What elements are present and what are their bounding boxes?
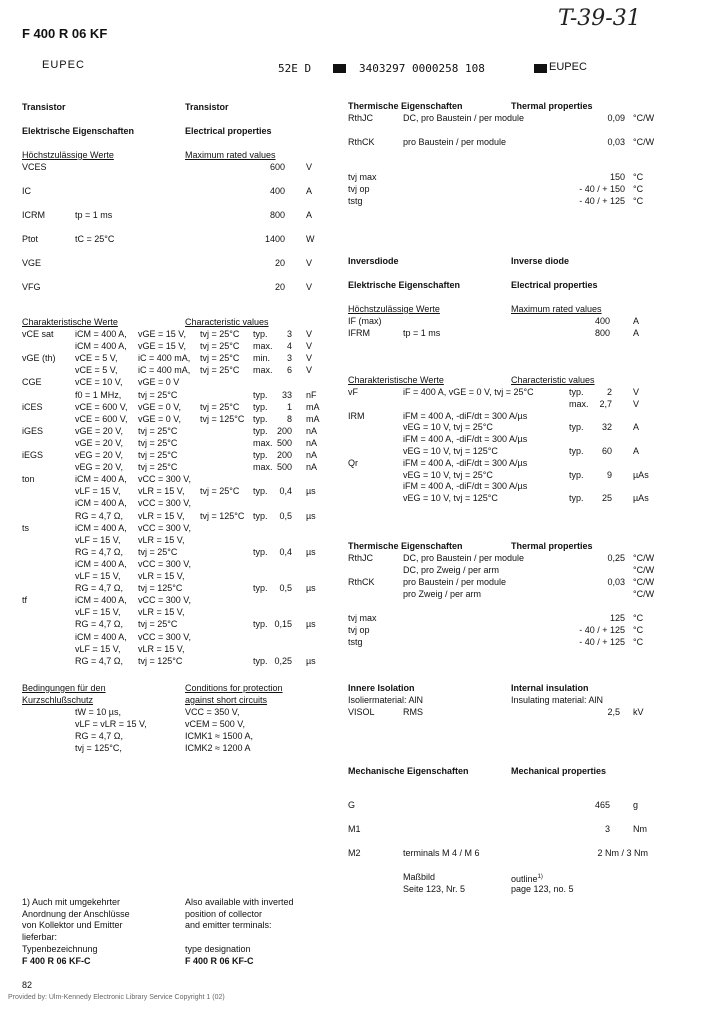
char-value: 0,5	[279, 510, 292, 521]
char-condition-3: tvj = 125°C	[200, 413, 245, 424]
therm2-value: - 40 / + 125	[579, 637, 625, 647]
dmax-value: 400	[594, 316, 610, 326]
char-condition-2: vGE = 15 V,	[138, 329, 186, 339]
dchar-qualifier: typ.	[569, 446, 584, 456]
char-condition-1: RG = 4,7 Ω,	[75, 583, 123, 594]
char-condition-1: iCM = 400 A,	[75, 498, 127, 509]
char-condition-2: tvj = 125°C	[138, 583, 183, 594]
char-value: 6	[286, 365, 292, 376]
max-value: 1400	[264, 234, 285, 244]
char-value: 0,4	[279, 486, 292, 497]
char-condition-2: vGE = 0 V,	[138, 413, 181, 424]
char-condition-1: vLF = 15 V,	[75, 571, 121, 581]
therm1-unit: °C	[633, 196, 644, 206]
char-condition-3: tvj = 125°C	[200, 510, 245, 521]
char-qualifier: max.	[253, 365, 273, 376]
dchar-unit: V	[633, 398, 640, 409]
char-condition-2: tvj = 25°C	[138, 619, 178, 630]
char-condition-1: iCM = 400 A,	[75, 595, 127, 606]
dchar-symbol: vF	[348, 387, 358, 397]
mech-unit: Nm	[633, 824, 647, 834]
therm1-symbol: RthJC	[348, 113, 374, 123]
dchar-value: 25	[601, 493, 612, 504]
elec-heading-de: Elektrische Eigenschaften	[22, 126, 135, 136]
dchar-condition: iFM = 400 A, -diF/dt = 300 A/µs	[403, 410, 528, 421]
char-condition-2: tvj = 25°C	[138, 462, 178, 473]
part-number: F 400 R 06 KF	[22, 26, 108, 41]
mech-value: 2 Nm / 3 Nm	[597, 848, 648, 858]
max-symbol: VCES	[22, 162, 47, 172]
therm1-desc: pro Baustein / per module	[403, 137, 507, 147]
char-qualifier: min.	[253, 353, 271, 364]
char-condition-2: vCC = 300 V,	[138, 474, 191, 485]
short-heading-de-1: Bedingungen für den	[22, 683, 106, 693]
dmax-value: 800	[594, 328, 610, 338]
char-symbol: tf	[22, 595, 28, 606]
dchar-unit: µAs	[633, 469, 649, 480]
brand-logo-text: EUPEC	[42, 59, 85, 71]
char-qualifier: typ.	[253, 583, 268, 594]
char-condition-1: RG = 4,7 Ω,	[75, 510, 123, 521]
char-value: 0,25	[274, 655, 292, 666]
char-qualifier: typ.	[253, 546, 268, 557]
outline-de-2: Seite 123, Nr. 5	[403, 884, 466, 894]
dchar-symbol: Qr	[348, 457, 358, 468]
char-unit: V	[306, 365, 313, 376]
therm2-unit: °C/W	[633, 553, 655, 563]
char-condition-1: vCE = 5 V,	[75, 365, 118, 376]
char-value: 200	[276, 425, 292, 436]
diode-title-en: Inverse diode	[511, 256, 570, 266]
dmax-unit: A	[633, 316, 640, 326]
char-condition-1: iCM = 400 A,	[75, 474, 127, 485]
dchar-condition: iFM = 400 A, -diF/dt = 300 A/µs	[403, 434, 528, 445]
char-unit: µs	[306, 486, 316, 497]
char-unit: nA	[306, 425, 318, 436]
therm2-value: - 40 / + 125	[579, 625, 625, 635]
char-qualifier: typ.	[253, 655, 268, 666]
footer-copyright: Provided by: Ulm-Kennedy Electronic Library Service Copyright 1 (02)	[8, 994, 225, 1001]
header-code-left: 52E D	[278, 62, 312, 75]
char-qualifier: typ.	[253, 329, 268, 339]
iso-heading-en: Internal insulation	[511, 683, 589, 693]
char-value: 4	[286, 341, 292, 352]
char-unit: mA	[306, 413, 320, 424]
therm1-unit: °C/W	[633, 137, 655, 147]
max-unit: V	[306, 282, 313, 292]
max-unit: A	[306, 210, 313, 220]
char-qualifier: typ.	[253, 413, 268, 424]
therm2-symbol: tvj max	[348, 613, 377, 623]
max-unit: A	[306, 186, 313, 196]
therm1-unit: °C	[633, 184, 644, 194]
char-condition-2: vLR = 15 V,	[138, 534, 185, 545]
dchar-unit: µAs	[633, 493, 649, 504]
footnote-en-line: F 400 R 06 KF-C	[185, 955, 254, 966]
char-condition-1: vCE = 10 V,	[75, 377, 123, 388]
char-condition-2: vCC = 300 V,	[138, 631, 191, 642]
char-qualifier: typ.	[253, 401, 268, 412]
char-condition-2: vCC = 300 V,	[138, 558, 191, 569]
short-left-item: RG = 4,7 Ω,	[75, 731, 123, 741]
char-condition-1: vCE = 600 V,	[75, 413, 128, 424]
max-value: 400	[269, 186, 285, 196]
dchar-value: 2,7	[599, 398, 612, 409]
max-condition: tp = 1 ms	[75, 210, 113, 220]
max-symbol: VGE	[22, 258, 42, 268]
mech-symbol: M1	[348, 824, 361, 834]
footnote-de-line: 1) Auch mit umgekehrter	[22, 897, 121, 907]
char-condition-1: iCM = 400 A,	[75, 341, 127, 352]
char-condition-1: vCE = 5 V,	[75, 353, 118, 364]
transistor-title-de: Transistor	[22, 102, 66, 112]
therm2-heading-de: Thermische Eigenschaften	[348, 541, 463, 551]
mech-heading-de: Mechanische Eigenschaften	[348, 766, 469, 776]
char-symbol: vGE (th)	[22, 353, 56, 364]
char-condition-3: tvj = 25°C	[200, 353, 240, 364]
therm2-symbol: RthCK	[348, 577, 375, 587]
dchar-value: 32	[601, 422, 612, 433]
dchar-qualifier: max.	[569, 398, 589, 409]
char-unit: µs	[306, 510, 316, 521]
char-qualifier: max.	[253, 437, 273, 448]
therm2-value: 125	[609, 613, 625, 623]
mech-unit: g	[633, 800, 639, 810]
char-symbol: ton	[22, 474, 35, 485]
short-heading-en-2: against short circuits	[185, 695, 268, 705]
therm2-unit: °C	[633, 625, 644, 635]
dchar-condition: iFM = 400 A, -diF/dt = 300 A/µs	[403, 457, 528, 468]
therm2-unit: °C/W	[633, 589, 655, 599]
char-condition-1: vLF = 15 V,	[75, 486, 121, 497]
short-right-item: ICMK1 ≈ 1500 A,	[185, 731, 253, 741]
dchar-condition: vEG = 10 V, tvj = 25°C	[403, 422, 493, 433]
char-condition-1: vCE = 600 V,	[75, 401, 128, 412]
char-condition-2: tvj = 25°C	[138, 546, 178, 557]
char-qualifier: max.	[253, 462, 273, 473]
diode-elec-en: Electrical properties	[511, 280, 598, 290]
char-condition-1: f0 = 1 MHz,	[75, 389, 122, 400]
dchar-qualifier: typ.	[569, 493, 584, 504]
diode-title-de: Inversdiode	[348, 256, 399, 266]
char-unit: µs	[306, 583, 316, 594]
iso-material-en: Insulating material: AlN	[511, 695, 604, 705]
header-brand-right: EUPEC	[549, 61, 587, 73]
short-right-item: VCC = 350 V,	[185, 707, 240, 717]
char-condition-2: vGE = 15 V,	[138, 341, 186, 352]
dmax-unit: A	[633, 328, 640, 338]
char-unit: nA	[306, 437, 318, 448]
footnote-de-line: Anordnung der Anschlüsse	[22, 908, 130, 919]
therm1-symbol: tstg	[348, 196, 363, 206]
iso-value: 2,5	[607, 707, 620, 717]
char-condition-3: tvj = 25°C	[200, 486, 240, 497]
char-unit: V	[306, 341, 313, 352]
char-condition-1: iCM = 400 A,	[75, 522, 127, 533]
mech-value: 465	[594, 800, 610, 810]
therm2-unit: °C/W	[633, 565, 655, 575]
char-condition-2: vLR = 15 V,	[138, 486, 185, 497]
header-block-1	[333, 63, 346, 74]
short-right-item: ICMK2 ≈ 1200 A	[185, 743, 251, 753]
char-symbol: ts	[22, 522, 30, 533]
char-symbol: vCE sat	[22, 329, 54, 339]
therm2-unit: °C/W	[633, 577, 655, 587]
outline-de-1: Maßbild	[403, 872, 436, 882]
footnote-en-line: position of collector	[185, 908, 263, 919]
handwritten-annotation: T-39-31	[558, 6, 641, 31]
char-condition-1: vLF = 15 V,	[75, 643, 121, 654]
char-value: 500	[276, 462, 292, 473]
max-condition: tC = 25°C	[75, 234, 115, 244]
max-heading-en: Maximum rated values	[185, 150, 276, 160]
char-unit: µs	[306, 655, 316, 666]
footnote-de-line: F 400 R 06 KF-C	[22, 955, 91, 966]
therm2-desc: DC, pro Baustein / per module	[403, 553, 525, 563]
char-condition-2: vCC = 300 V,	[138, 595, 191, 606]
therm1-symbol: tvj op	[348, 184, 370, 194]
char-condition-2: tvj = 25°C	[138, 450, 178, 460]
char-condition-1: RG = 4,7 Ω,	[75, 619, 123, 630]
char-qualifier: typ.	[253, 425, 268, 436]
therm2-unit: °C	[633, 637, 644, 647]
char-unit: nA	[306, 462, 318, 473]
therm1-desc: DC, pro Baustein / per module	[403, 113, 525, 123]
char-condition-2: vGE = 0 V,	[138, 401, 181, 412]
char-condition-2: tvj = 125°C	[138, 655, 183, 666]
char-condition-2: tvj = 25°C	[138, 425, 178, 436]
char-condition-1: vEG = 20 V,	[75, 450, 123, 460]
char-value: 500	[276, 437, 292, 448]
therm2-value: 0,25	[607, 553, 625, 563]
char-condition-1: vLF = 15 V,	[75, 534, 121, 545]
therm2-desc: pro Zweig / per arm	[403, 589, 482, 599]
mech-symbol: G	[348, 800, 356, 810]
char-value: 200	[276, 450, 292, 460]
dchar-qualifier: typ.	[569, 469, 584, 480]
char-symbol: iCES	[22, 401, 43, 412]
max-unit: V	[306, 258, 313, 268]
therm2-unit: °C	[633, 613, 644, 623]
iso-unit: kV	[633, 707, 644, 717]
char-condition-2: vLR = 15 V,	[138, 607, 185, 618]
therm1-value: 0,09	[607, 113, 625, 123]
char-condition-1: RG = 4,7 Ω,	[75, 655, 123, 666]
dchar-symbol: IRM	[348, 410, 365, 421]
mech-symbol: M2	[348, 848, 361, 858]
max-symbol: ICRM	[22, 210, 45, 220]
char-value: 8	[286, 413, 292, 424]
dchar-unit: A	[633, 422, 640, 433]
max-heading-de: Höchstzulässige Werte	[22, 150, 114, 160]
diode-char-de: Charakteristische Werte	[348, 375, 444, 385]
char-unit: nF	[306, 389, 317, 400]
footnote-en-line: and emitter terminals:	[185, 920, 272, 931]
iso-material-de: Isoliermaterial: AlN	[348, 695, 424, 705]
therm1-symbol: tvj max	[348, 172, 377, 182]
char-condition-1: iCM = 400 A,	[75, 631, 127, 642]
header-block-2	[534, 63, 547, 74]
char-value: 1	[286, 401, 292, 412]
short-left-item: vLF = vLR = 15 V,	[75, 719, 147, 729]
iso-heading-de: Innere Isolation	[348, 683, 415, 693]
char-symbol: CGE	[22, 377, 42, 388]
diode-max-en: Maximum rated values	[511, 304, 602, 314]
therm2-heading-en: Thermal properties	[511, 541, 593, 551]
diode-elec-de: Elektrische Eigenschaften	[348, 280, 461, 290]
char-unit: nA	[306, 450, 318, 460]
therm1-heading-en: Thermal properties	[511, 101, 593, 111]
char-heading-en: Characteristic values	[185, 317, 269, 327]
char-value: 0,5	[279, 583, 292, 594]
short-heading-de-2: Kurzschlußschutz	[22, 695, 94, 705]
outline-en-2: page 123, no. 5	[511, 884, 574, 894]
dchar-value: 60	[601, 446, 612, 456]
char-condition-2: iC = 400 mA,	[138, 365, 191, 376]
therm1-value: 150	[609, 172, 625, 182]
char-condition-3: tvj = 25°C	[200, 401, 240, 412]
dchar-unit: V	[633, 387, 640, 397]
therm1-value: - 40 / + 150	[579, 184, 625, 194]
char-heading-de: Charakteristische Werte	[22, 317, 118, 327]
therm1-unit: °C	[633, 172, 644, 182]
char-condition-1: vGE = 20 V,	[75, 437, 123, 448]
mech-desc: terminals M 4 / M 6	[403, 848, 480, 858]
dchar-qualifier: typ.	[569, 387, 584, 397]
char-unit: V	[306, 353, 313, 364]
iso-desc: RMS	[403, 707, 423, 717]
therm2-value: 0,03	[607, 577, 625, 587]
char-condition-2: vCC = 300 V,	[138, 522, 191, 533]
char-value: 0,15	[274, 619, 292, 630]
char-condition-3: tvj = 25°C	[200, 365, 240, 376]
char-qualifier: max.	[253, 341, 273, 352]
char-unit: µs	[306, 619, 316, 630]
short-left-item: tvj = 125°C,	[75, 743, 122, 753]
dchar-condition: iF = 400 A, vGE = 0 V, tvj = 25°C	[403, 387, 534, 397]
char-condition-3: tvj = 25°C	[200, 341, 240, 352]
char-condition-1: vGE = 20 V,	[75, 425, 123, 436]
dchar-condition: vEG = 10 V, tvj = 125°C	[403, 493, 498, 504]
dchar-value: 9	[606, 469, 612, 480]
max-unit: V	[306, 162, 313, 172]
char-value: 33	[281, 389, 292, 400]
therm1-unit: °C/W	[633, 113, 655, 123]
char-qualifier: typ.	[253, 619, 268, 630]
dchar-value: 2	[606, 387, 612, 397]
mech-heading-en: Mechanical properties	[511, 766, 607, 776]
dmax-symbol: IF (max)	[348, 316, 382, 326]
char-value: 3	[286, 329, 292, 339]
dchar-qualifier: typ.	[569, 422, 584, 433]
footnote-en-line: Also available with inverted	[185, 897, 294, 907]
char-value: 3	[286, 353, 292, 364]
therm2-desc: DC, pro Zweig / per arm	[403, 565, 500, 575]
max-value: 20	[274, 282, 285, 292]
therm1-symbol: RthCK	[348, 137, 375, 147]
iso-symbol: VISOL	[348, 707, 375, 717]
max-value: 600	[269, 162, 285, 172]
max-symbol: VFG	[22, 282, 41, 292]
short-right-item: vCEM = 500 V,	[185, 719, 245, 729]
char-symbol: iEGS	[22, 450, 44, 460]
char-unit: V	[306, 329, 313, 339]
diode-max-de: Höchstzulässige Werte	[348, 304, 440, 314]
char-condition-1: iCM = 400 A,	[75, 329, 127, 339]
therm1-value: - 40 / + 125	[579, 196, 625, 206]
max-symbol: IC	[22, 186, 31, 196]
therm2-desc: pro Baustein / per module	[403, 577, 507, 587]
dchar-condition: iFM = 400 A, -diF/dt = 300 A/µs	[403, 481, 528, 492]
char-qualifier: typ.	[253, 510, 268, 521]
char-condition-2: vGE = 0 V	[138, 377, 180, 388]
char-condition-1: RG = 4,7 Ω,	[75, 546, 123, 557]
max-unit: W	[306, 234, 315, 244]
short-heading-en-1: Conditions for protection	[185, 683, 283, 693]
outline-en-1: outline$^{1)}$	[511, 874, 543, 884]
therm2-symbol: RthJC	[348, 553, 374, 563]
char-qualifier: typ.	[253, 389, 268, 400]
char-condition-1: vEG = 20 V,	[75, 462, 123, 473]
char-condition-2: vLR = 15 V,	[138, 643, 185, 654]
char-qualifier: typ.	[253, 450, 268, 460]
max-symbol: Ptot	[22, 234, 39, 244]
char-unit: µs	[306, 546, 316, 557]
max-value: 800	[269, 210, 285, 220]
therm2-symbol: tvj op	[348, 625, 370, 635]
dchar-condition: vEG = 10 V, tvj = 125°C	[403, 446, 498, 456]
char-unit: mA	[306, 401, 320, 412]
max-value: 20	[274, 258, 285, 268]
dmax-symbol: IFRM	[348, 328, 370, 338]
page-number: 82	[22, 980, 33, 990]
diode-char-en: Characteristic values	[511, 375, 595, 385]
char-condition-2: vLR = 15 V,	[138, 571, 185, 581]
footnote-en-line: type designation	[185, 943, 251, 954]
footnote-de-line: lieferbar:	[22, 932, 58, 943]
header-code-num: 3403297 0000258 108	[359, 62, 485, 75]
char-condition-1: vLF = 15 V,	[75, 607, 121, 618]
char-condition-3: tvj = 25°C	[200, 329, 240, 339]
char-condition-2: vCC = 300 V,	[138, 498, 191, 509]
char-condition-1: iCM = 400 A,	[75, 558, 127, 569]
char-symbol: iGES	[22, 425, 44, 436]
short-left-item: tW = 10 µs,	[75, 707, 121, 717]
therm1-heading-de: Thermische Eigenschaften	[348, 101, 463, 111]
char-condition-2: vLR = 15 V,	[138, 510, 185, 521]
elec-heading-en: Electrical properties	[185, 126, 272, 136]
transistor-title-en: Transistor	[185, 102, 229, 112]
char-qualifier: typ.	[253, 486, 268, 497]
dchar-unit: A	[633, 446, 640, 456]
footnote-de-line: Typenbezeichnung	[22, 943, 98, 954]
dmax-condition: tp = 1 ms	[403, 328, 441, 338]
footnote-de-line: von Kollektor und Emitter	[22, 920, 123, 931]
dchar-condition: vEG = 10 V, tvj = 25°C	[403, 469, 493, 480]
char-condition-2: tvj = 25°C	[138, 389, 178, 400]
char-condition-2: tvj = 25°C	[138, 437, 178, 448]
mech-value: 3	[604, 824, 610, 834]
therm2-symbol: tstg	[348, 637, 363, 647]
therm1-value: 0,03	[607, 137, 625, 147]
char-value: 0,4	[279, 546, 292, 557]
char-condition-2: iC = 400 mA,	[138, 353, 191, 364]
